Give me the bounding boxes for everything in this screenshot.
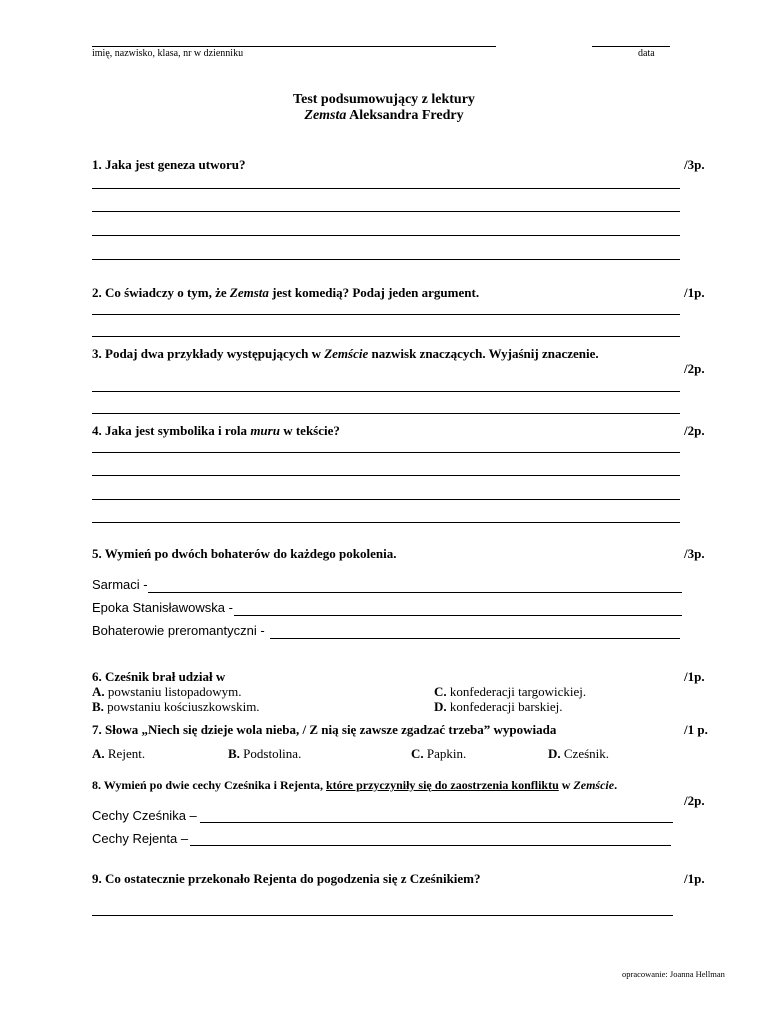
answer-line[interactable] <box>92 336 680 337</box>
answer-line[interactable] <box>92 235 680 236</box>
question-7: 7. Słowa „Niech się dzieje wola nieba, / Z nią się zawsze zgadzać trzeba” wypowiada <box>92 722 557 737</box>
answer-line[interactable] <box>92 188 680 189</box>
footer-credit: opracowanie: Joanna Hellman <box>622 969 725 979</box>
option-letter: B. <box>92 699 104 714</box>
question-5: 5. Wymień po dwóch bohaterów do każdego pokolenia. <box>92 546 397 561</box>
question-8-points: /2p. <box>684 793 705 808</box>
field-label-sarmaci: Sarmaci - <box>92 577 148 592</box>
answer-line[interactable] <box>92 915 673 916</box>
option-text: konfederacji targowickiej. <box>446 684 587 699</box>
answer-line[interactable] <box>92 391 680 392</box>
field-label-preromantyczni: Bohaterowie preromantyczni - <box>92 623 265 638</box>
answer-line[interactable] <box>92 475 680 476</box>
page-title-line2 <box>0 108 768 124</box>
question-6-points: /1p. <box>684 669 705 684</box>
field-label-cechy-cesnika: Cechy Cześnika – <box>92 808 197 823</box>
option-d[interactable] <box>548 746 609 762</box>
option-letter: A. <box>92 746 105 761</box>
field-label-cechy-rejenta: Cechy Rejenta – <box>92 831 189 846</box>
answer-line[interactable] <box>148 592 682 593</box>
question-2-text-end: jest komedią? Podaj jeden argument. <box>268 285 480 300</box>
option-c[interactable] <box>434 684 586 700</box>
question-8-underlined: które przyczyniły się do zaostrzenia konfliktu <box>325 778 559 792</box>
question-1-points: /3p. <box>684 157 705 172</box>
question-2 <box>92 285 479 301</box>
option-text: Rejent. <box>104 746 146 761</box>
question-4-italic: muru <box>250 423 280 438</box>
question-4-points: /2p. <box>684 423 705 438</box>
answer-line[interactable] <box>190 845 671 846</box>
answer-line[interactable] <box>92 314 680 315</box>
name-line[interactable] <box>92 46 496 47</box>
name-label: imię, nazwisko, klasa, nr w dzienniku <box>92 48 244 59</box>
answer-line[interactable] <box>92 413 680 414</box>
option-a[interactable] <box>92 684 242 700</box>
question-2-text: 2. Co świadczy o tym, że <box>92 285 230 300</box>
question-4-text: 4. Jaka jest symbolika i rola <box>92 423 251 438</box>
answer-line[interactable] <box>92 211 680 212</box>
option-text: Cześnik. <box>560 746 610 761</box>
field-label-epoka: Epoka Stanisławowska - <box>92 600 233 615</box>
option-c[interactable] <box>411 746 466 762</box>
option-text: Papkin. <box>423 746 467 761</box>
question-1: 1. Jaka jest geneza utworu? <box>92 157 246 172</box>
question-8-text: 8. Wymień po dwie cechy Cześnika i Rejenta, <box>92 778 326 792</box>
question-4-text-end: w tekście? <box>279 423 340 438</box>
answer-line[interactable] <box>92 452 680 453</box>
question-8 <box>92 778 617 793</box>
question-7-points: /1 p. <box>684 722 708 737</box>
option-letter: C. <box>434 684 447 699</box>
date-line[interactable] <box>592 46 670 47</box>
question-3 <box>92 346 599 362</box>
question-2-italic: Zemsta <box>229 285 269 300</box>
question-5-points: /3p. <box>684 546 705 561</box>
answer-line[interactable] <box>92 499 680 500</box>
title-italic: Zemsta <box>304 108 347 123</box>
question-3-text-end: nazwisk znaczących. Wyjaśnij znaczenie. <box>368 346 599 361</box>
answer-line[interactable] <box>92 522 680 523</box>
option-text: Podstolina. <box>239 746 302 761</box>
answer-line[interactable] <box>200 822 673 823</box>
option-b[interactable] <box>92 699 260 715</box>
option-b[interactable] <box>228 746 301 762</box>
option-letter: C. <box>411 746 424 761</box>
option-text: powstaniu listopadowym. <box>104 684 242 699</box>
option-d[interactable] <box>434 699 563 715</box>
option-letter: B. <box>228 746 240 761</box>
option-letter: D. <box>548 746 561 761</box>
question-2-points: /1p. <box>684 285 705 300</box>
date-label: data <box>638 48 655 59</box>
question-3-text: 3. Podaj dwa przykłady występujących w <box>92 346 325 361</box>
title-rest: Aleksandra Fredry <box>346 108 464 123</box>
answer-line[interactable] <box>92 259 680 260</box>
option-a[interactable] <box>92 746 145 762</box>
question-9-points: /1p. <box>684 871 705 886</box>
option-text: powstaniu kościuszkowskim. <box>103 699 260 714</box>
option-letter: D. <box>434 699 447 714</box>
question-8-text-mid: w <box>558 778 574 792</box>
option-text: konfederacji barskiej. <box>446 699 563 714</box>
question-3-points: /2p. <box>684 361 705 376</box>
page-title-line1: Test podsumowujący z lektury <box>293 92 475 107</box>
question-4 <box>92 423 340 439</box>
answer-line[interactable] <box>270 638 680 639</box>
question-6: 6. Cześnik brał udział w <box>92 669 226 684</box>
question-9: 9. Co ostatecznie przekonało Rejenta do pogodzenia się z Cześnikiem? <box>92 871 481 886</box>
option-letter: A. <box>92 684 105 699</box>
answer-line[interactable] <box>234 615 682 616</box>
question-8-text-end: . <box>614 778 618 792</box>
question-3-italic: Zemście <box>324 346 369 361</box>
question-8-italic: Zemście <box>573 778 615 792</box>
